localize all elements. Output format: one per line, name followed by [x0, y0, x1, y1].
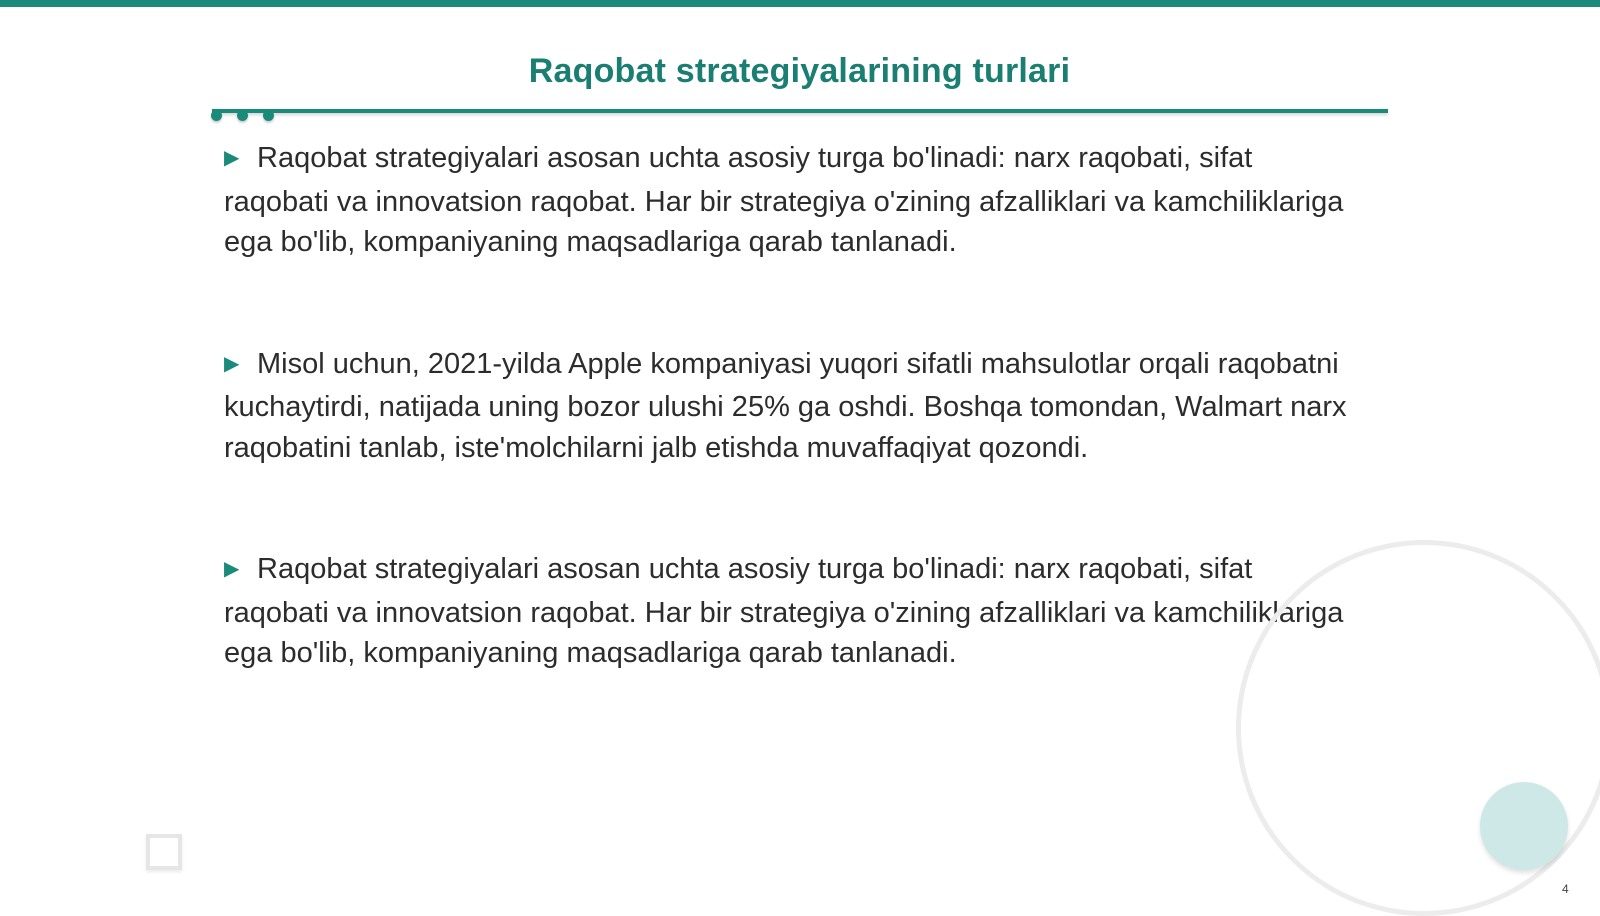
- page-number: 4: [1562, 882, 1569, 896]
- decor-circle: [1480, 782, 1568, 870]
- decor-square: [146, 834, 182, 870]
- bullet-text: Raqobat strategiyalari asosan uchta asosiy turga bo'linadi: narx raqobati, sifat raqobati va innovatsion raqobat. Har bir strategiya o'zining afzalliklari va kamchiliklariga ega bo'lib, kompaniyaning maqsadlariga qarab tanlanadi.: [224, 142, 1344, 258]
- bullet-text: Raqobat strategiyalari asosan uchta asosiy turga bo'linadi: narx raqobati, sifat raqobati va innovatsion raqobat. Har bir strategiya o'zining afzalliklari va kamchiliklariga ega bo'lib, kompaniyaning maqsadlariga qarab tanlanadi.: [224, 553, 1344, 669]
- bullet-paragraph: [224, 344, 1354, 469]
- slide-title: Raqobat strategiyalarining turlari: [528, 52, 1071, 90]
- title-dots-decoration: [211, 110, 281, 124]
- decor-dot: [263, 110, 274, 121]
- decor-dot: [237, 110, 248, 121]
- bullet-paragraph: [224, 138, 1354, 263]
- bullet-text: Misol uchun, 2021-yilda Apple kompaniyasi yuqori sifatli mahsulotlar orqali raqobatni kuchaytirdi, natijada uning bozor ulushi 25% ga oshdi. Boshqa tomondan, Walmart narx raqobatini tanlab, iste'molchilarni jalb etishda muvaffaqiyat qozondi.: [224, 347, 1347, 464]
- top-accent-bar: [0, 0, 1600, 7]
- title-underline: [212, 109, 1388, 113]
- triangle-bullet-icon: ▶: [224, 147, 240, 169]
- triangle-bullet-icon: ▶: [224, 558, 240, 580]
- bullet-paragraph: [224, 549, 1354, 674]
- triangle-bullet-icon: ▶: [224, 352, 240, 375]
- decor-dot: [211, 110, 222, 121]
- slide-body: [224, 138, 1354, 755]
